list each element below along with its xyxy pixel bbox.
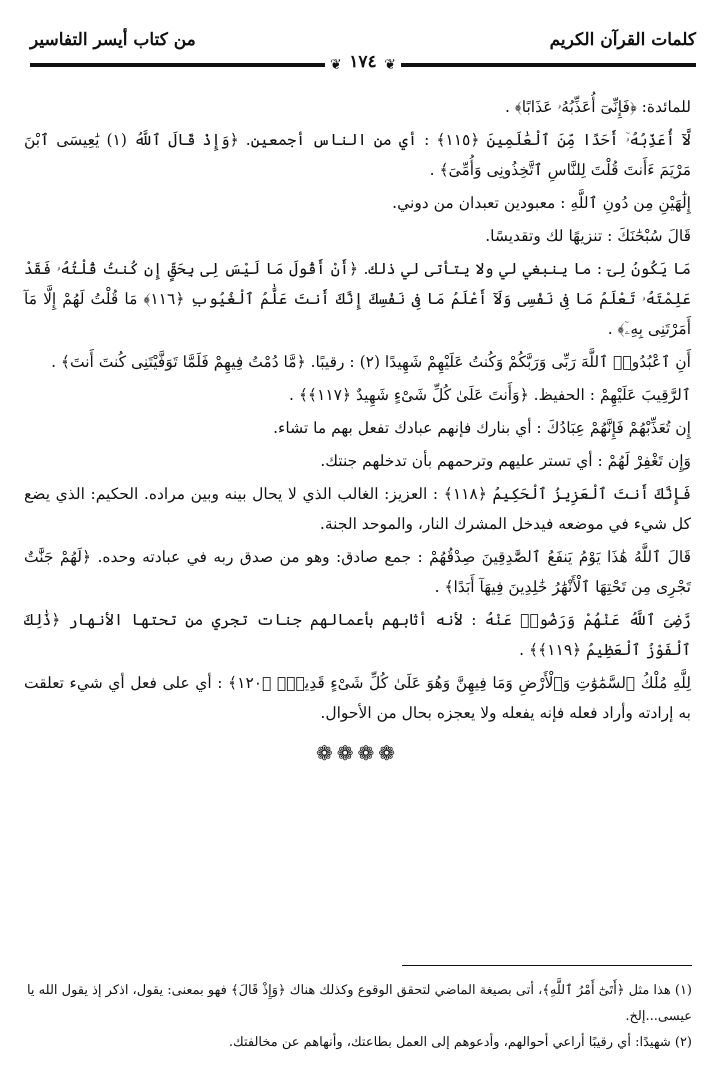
footnote-divider [402, 965, 692, 966]
paragraph: إِن تُعَذِّبْهُمْ فَإِنَّهُمْ عِبَادُكَ : أي بنارك فإنهم عبادك تفعل بهم ما تشاء. [273, 419, 691, 437]
paragraph: قَالَ سُبْحَٰنَكَ : تنزيهًا لك وتقديسًا. [485, 227, 691, 245]
paragraph: أَنِ ٱعْبُدُوا۟ ٱللَّهَ رَبِّى وَرَبَّكُمْ وَكُنتُ عَلَيْهِمْ شَهِيدًا (٢) : رقيبًا. ﴿مَّا دُمْتُ فِيهِمْ فَلَمَّا تَوَفَّيْتَنِى كُنتَ أَنتَ﴾ . [51, 353, 691, 371]
book-title: كلمات القرآن الكريم [549, 30, 696, 50]
section-separator: ❁❁❁❁ [315, 741, 400, 765]
book-source: من كتاب أيسر التفاسير [30, 30, 196, 50]
paragraph: لَّآ أُعَذِّبُهُۥٓ أَحَدًا مِّنَ ٱلْعَٰلَمِينَ ﴿١١٥﴾ : أي من الناس أجمعين. ﴿وَإِذْ قَالَ ٱللَّهُ (١) يَٰعِيسَى ٱبْنَ مَرْيَمَ ءَأَنتَ قُلْتَ لِلنَّاسِ ٱتَّخِذُونِى وَأُمِّىَ﴾ . [24, 131, 691, 179]
page-header [30, 26, 696, 74]
footnote: (١) هذا مثل ﴿أَتَىٰٓ أَمْرُ ٱللَّهِ﴾، أتى بصيغة الماضي لتحقق الوقوع وكذلك هناك ﴿وَإِذْ قَالَ﴾ فهو بمعنى: يقول، اذكر إذ يقول الله يا عيسى...إلخ. [26, 983, 692, 1024]
paragraph: للمائدة: ﴿فَإِنِّىٓ أُعَذِّبُهُۥ عَذَابًا﴾ . [505, 98, 691, 116]
paragraph: مَا يَكُونُ لِىٓ : ما ينبغي لي ولا يتأتى لي ذلك. ﴿أَنْ أَقُولَ مَا لَيْسَ لِى بِحَقٍّ إِن كُنتُ قُلْتُهُۥ فَقَدْ عَلِمْتَهُۥ تَعْلَمُ مَا فِى نَفْسِى وَلَآ أَعْلَمُ مَا فِى نَفْسِكَ إِنَّكَ أَنتَ عَلَّٰمُ ٱلْغُيُوبِ ﴿١١٦﴾ مَا قُلْتُ لَهُمْ إِلَّا مَآ أَمَرْتَنِى بِهِۦٓ﴾ . [24, 260, 691, 338]
paragraph: فَإِنَّكَ أَنتَ ٱلْعَزِيزُ ٱلْحَكِيمُ ﴿١١٨﴾ : العزيز: الغالب الذي لا يحال بينه وبين مراده. الحكيم: الذي يضع كل شيء في موضعه فيدخل المشرك النار، والموحد الجنة. [24, 485, 692, 533]
ornament-icon: ❦ [384, 57, 396, 73]
page-number: ١٧٤ [349, 52, 377, 72]
footnote: (٢) شهيدًا: أي رقيبًا أراعي أحوالهم، وأدعوهم إلى العمل بطاعتك، وأنهاهم عن مخالفتك. [228, 1035, 692, 1050]
paragraph: رَّضِىَ ٱللَّهُ عَنْهُمْ وَرَضُوا۟ عَنْهُ : لأنه أثابهم بأعمالهم جنات تجري من تحتها الأنهار ﴿ذَٰلِكَ ٱلْفَوْزُ ٱلْعَظِيمُ ﴿١١٩﴾﴾ . [24, 611, 691, 659]
footnotes [24, 978, 692, 1056]
paragraph: قَالَ ٱللَّهُ هَٰذَا يَوْمُ يَنفَعُ ٱلصَّٰدِقِينَ صِدْقُهُمْ : جمع صادق: وهو من صدق ربه في عبادته وحده. ﴿لَهُمْ جَنَّٰتٌ تَجْرِى مِن تَحْتِهَا ٱلْأَنْهَٰرُ خَٰلِدِينَ فِيهَآ أَبَدًا﴾ . [24, 548, 691, 596]
paragraph: لِلَّهِ مُلْكُ ٱلسَّمَٰوَٰتِ وَٱلْأَرْضِ وَمَا فِيهِنَّ وَهُوَ عَلَىٰ كُلِّ شَىْءٍ قَدِيرٌۢ ﴿١٢٠﴾ : أي على فعل أي شيء تعلقت به إرادته وأراد فعله فإنه يفعله ولا يعجزه بحال من الأحوال. [24, 674, 691, 722]
paragraph: ٱلرَّقِيبَ عَلَيْهِمْ : الحفيظ. ﴿وَأَنتَ عَلَىٰ كُلِّ شَىْءٍ شَهِيدٌ ﴿١١٧﴾﴾ . [288, 386, 691, 404]
ornament-icon: ❦ [330, 57, 342, 73]
page-body [24, 92, 691, 768]
paragraph: وَإِن تَغْفِرْ لَهُمْ : أي تستر عليهم وترحمهم بأن تدخلهم جنتك. [320, 452, 691, 470]
paragraph: إِلَٰهَيْنِ مِن دُونِ ٱللَّهِ : معبودين تعبدان من دوني. [392, 194, 691, 212]
